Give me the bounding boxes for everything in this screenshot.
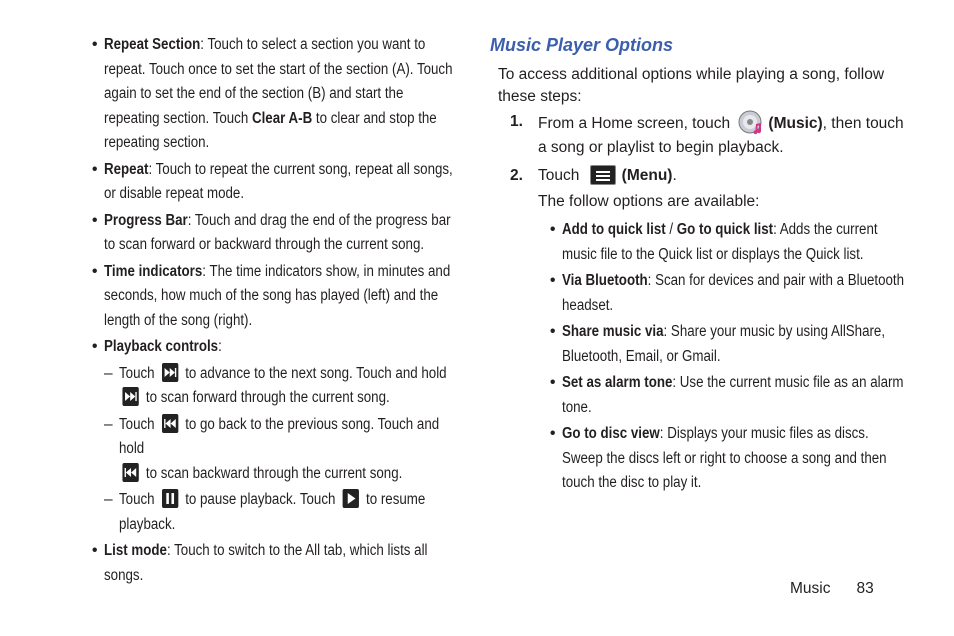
- option-share-music: [550, 320, 910, 369]
- desc: : The time indicators show, in minutes and seconds, how much of the song has played (left) and the length of the song (right).: [104, 262, 451, 329]
- term: List mode: [104, 542, 167, 559]
- desc: : Touch to select a section you want to repeat. Touch once to set the start of the section (A). Touch again to set the end of the section (B) and start the repeating section. Touch: [104, 36, 453, 127]
- desc: : Touch to repeat the current song, repeat all songs, or disable repeat mode.: [104, 160, 453, 202]
- options-list: [550, 218, 910, 496]
- desc: to pause playback. Touch: [181, 491, 340, 508]
- desc: : Scan for devices and pair with a Bluetooth headset.: [562, 272, 905, 314]
- term: Playback controls: [104, 338, 219, 355]
- desc: : Displays your music files as discs. Sweep the discs left or right to choose a song and then touch the disc to play it.: [562, 425, 887, 491]
- desc: : Use the current music file as an alarm tone.: [562, 374, 904, 416]
- bullet-playback-controls: [92, 335, 454, 360]
- option-quick-list: [550, 218, 910, 267]
- term: Time indicators: [104, 262, 203, 280]
- desc: Touch: [538, 167, 584, 184]
- right-column: [490, 33, 910, 498]
- rewind-icon: [122, 463, 138, 482]
- step-2: [490, 164, 910, 188]
- term: Share music via: [562, 323, 664, 340]
- dash-pause: – Touch to pause playback. Touch to resume playback.: [104, 491, 426, 533]
- desc: : Touch and drag the end of the progress bar to scan forward or backward through the current song.: [104, 211, 451, 253]
- desc: : Adds the current music file to the Quick list or displays the Quick list.: [562, 221, 878, 263]
- separator: /: [665, 221, 677, 238]
- desc: :: [218, 338, 222, 355]
- bullet-repeat: [92, 158, 454, 207]
- dash-previous: – Touch to go back to the previous song. Touch and hold to scan backward through the current song.: [104, 415, 440, 482]
- desc: to advance to the next song. Touch and hold: [181, 364, 447, 382]
- follow-text: [490, 190, 910, 214]
- option-via-bluetooth: [550, 269, 910, 318]
- menu-icon: [590, 165, 616, 185]
- desc: The follow options are available:: [538, 193, 760, 210]
- term: Add to quick list: [562, 221, 666, 238]
- desc: Touch: [119, 364, 159, 382]
- term: Set as alarm tone: [562, 374, 673, 391]
- step-number: 2.: [510, 167, 523, 184]
- page-number: 83: [856, 580, 874, 597]
- desc: .: [672, 167, 677, 184]
- intro-text: To access additional options while playing a song, follow these steps:: [498, 66, 885, 105]
- option-disc-view: [550, 422, 910, 496]
- desc: to scan forward through the current song.: [142, 389, 390, 406]
- fast-forward-icon: [162, 363, 178, 382]
- section-heading: Music Player Options: [490, 35, 674, 55]
- desc: Touch: [119, 491, 159, 508]
- desc: to scan backward through the current song.: [142, 464, 403, 482]
- music-app-icon: [738, 110, 764, 136]
- term: Go to quick list: [676, 221, 774, 238]
- bullet-progress-bar: [92, 209, 454, 258]
- desc: to resume playback.: [119, 491, 426, 533]
- term: Via Bluetooth: [562, 272, 648, 289]
- bullet-time-indicators: [92, 260, 454, 334]
- desc: Touch: [119, 415, 159, 433]
- term: Progress Bar: [104, 211, 188, 229]
- term: Repeat: [104, 160, 149, 178]
- rewind-icon: [162, 414, 178, 433]
- play-icon: [343, 489, 359, 508]
- desc: : Touch to switch to the All tab, which lists all songs.: [104, 542, 428, 584]
- term: Go to disc view: [562, 425, 660, 442]
- term: (Music): [768, 115, 823, 132]
- left-column: [92, 33, 454, 590]
- option-alarm-tone: [550, 371, 910, 420]
- term: Clear A-B: [251, 109, 313, 127]
- fast-forward-icon: [122, 387, 138, 406]
- term: Repeat Section: [104, 36, 201, 53]
- desc: From a Home screen, touch: [538, 115, 735, 132]
- bullet-list-mode: [92, 539, 454, 588]
- desc: : Share your music by using AllShare, Bluetooth, Email, or Gmail.: [562, 323, 886, 365]
- footer-section: Music: [790, 580, 831, 597]
- desc: to clear and stop the repeating section.: [104, 109, 437, 151]
- pause-icon: [162, 489, 178, 508]
- bullet-repeat-section: [92, 33, 454, 156]
- term: (Menu): [621, 167, 673, 184]
- desc: , then touch a song or playlist to begin playback.: [538, 115, 904, 156]
- step-1: [490, 110, 910, 160]
- step-number: 1.: [510, 113, 523, 130]
- desc: to go back to the previous song. Touch and hold: [119, 415, 440, 457]
- dash-next: – Touch to advance to the next song. Touch and hold to scan forward through the current song.: [104, 364, 447, 406]
- page-footer: [790, 580, 874, 598]
